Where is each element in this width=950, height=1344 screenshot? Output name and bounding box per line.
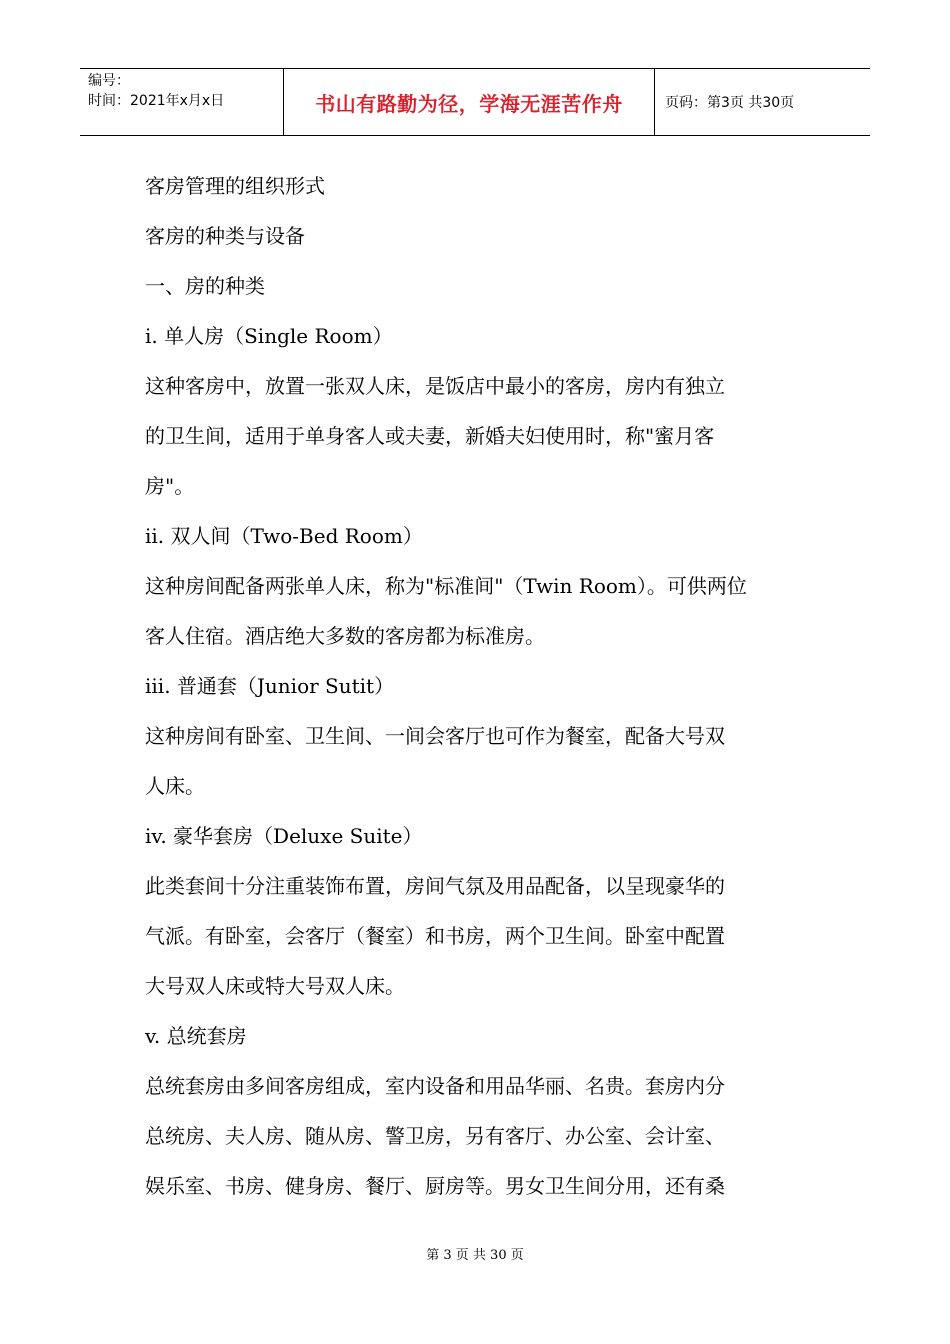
paragraph-line: 客人住宿。酒店绝大多数的客房都为标准房。 — [145, 624, 545, 648]
subsection-heading: iii. 普通套（Junior Sutit） — [145, 674, 395, 698]
heading-line: 客房的种类与设备 — [145, 224, 305, 248]
page-header — [80, 68, 870, 136]
header-page-number: 页码：第3页 共30页 — [665, 95, 795, 111]
header-meta — [80, 69, 283, 135]
paragraph-line: 这种房间配备两张单人床，称为"标准间"（Twin Room）。可供两位 — [145, 574, 747, 598]
subsection-heading: i. 单人房（Single Room） — [145, 324, 393, 348]
paragraph-line: 人床。 — [145, 774, 205, 798]
subsection-heading: ii. 双人间（Two-Bed Room） — [145, 524, 423, 548]
paragraph-line: 的卫生间，适用于单身客人或夫妻，新婚夫妇使用时，称"蜜月客 — [145, 424, 715, 448]
document-body — [145, 166, 825, 1216]
paragraph-line: 气派。有卧室，会客厅（餐室）和书房，两个卫生间。卧室中配置 — [145, 924, 725, 948]
paragraph-line: 房"。 — [145, 474, 195, 498]
paragraph-line: 这种房间有卧室、卫生间、一间会客厅也可作为餐室，配备大号双 — [145, 724, 725, 748]
paragraph-line: 这种客房中，放置一张双人床，是饭店中最小的客房，房内有独立 — [145, 374, 725, 398]
doc-number-label: 编号： — [88, 73, 130, 89]
paragraph-line: 总统房、夫人房、随从房、警卫房，另有客厅、办公室、会计室、 — [145, 1124, 725, 1148]
subsection-heading: iv. 豪华套房（Deluxe Suite） — [145, 824, 423, 848]
page-footer: 第 3 页 共 30 页 — [426, 1248, 524, 1263]
paragraph-line: 此类套间十分注重装饰布置，房间气氛及用品配备，以呈现豪华的 — [145, 874, 725, 898]
subsection-heading: v. 总统套房 — [145, 1024, 247, 1048]
paragraph-line: 大号双人床或特大号双人床。 — [145, 974, 405, 998]
section-heading: 一、房的种类 — [145, 274, 265, 298]
header-motto: 书山有路勤为径，学海无涯苦作舟 — [283, 69, 655, 135]
paragraph-line: 总统套房由多间客房组成，室内设备和用品华丽、名贵。套房内分 — [145, 1074, 725, 1098]
paragraph-line: 娱乐室、书房、健身房、餐厅、厨房等。男女卫生间分用，还有桑 — [145, 1174, 725, 1198]
doc-time-label: 时间：2021年x月x日 — [88, 93, 225, 109]
heading-line: 客房管理的组织形式 — [145, 174, 325, 198]
